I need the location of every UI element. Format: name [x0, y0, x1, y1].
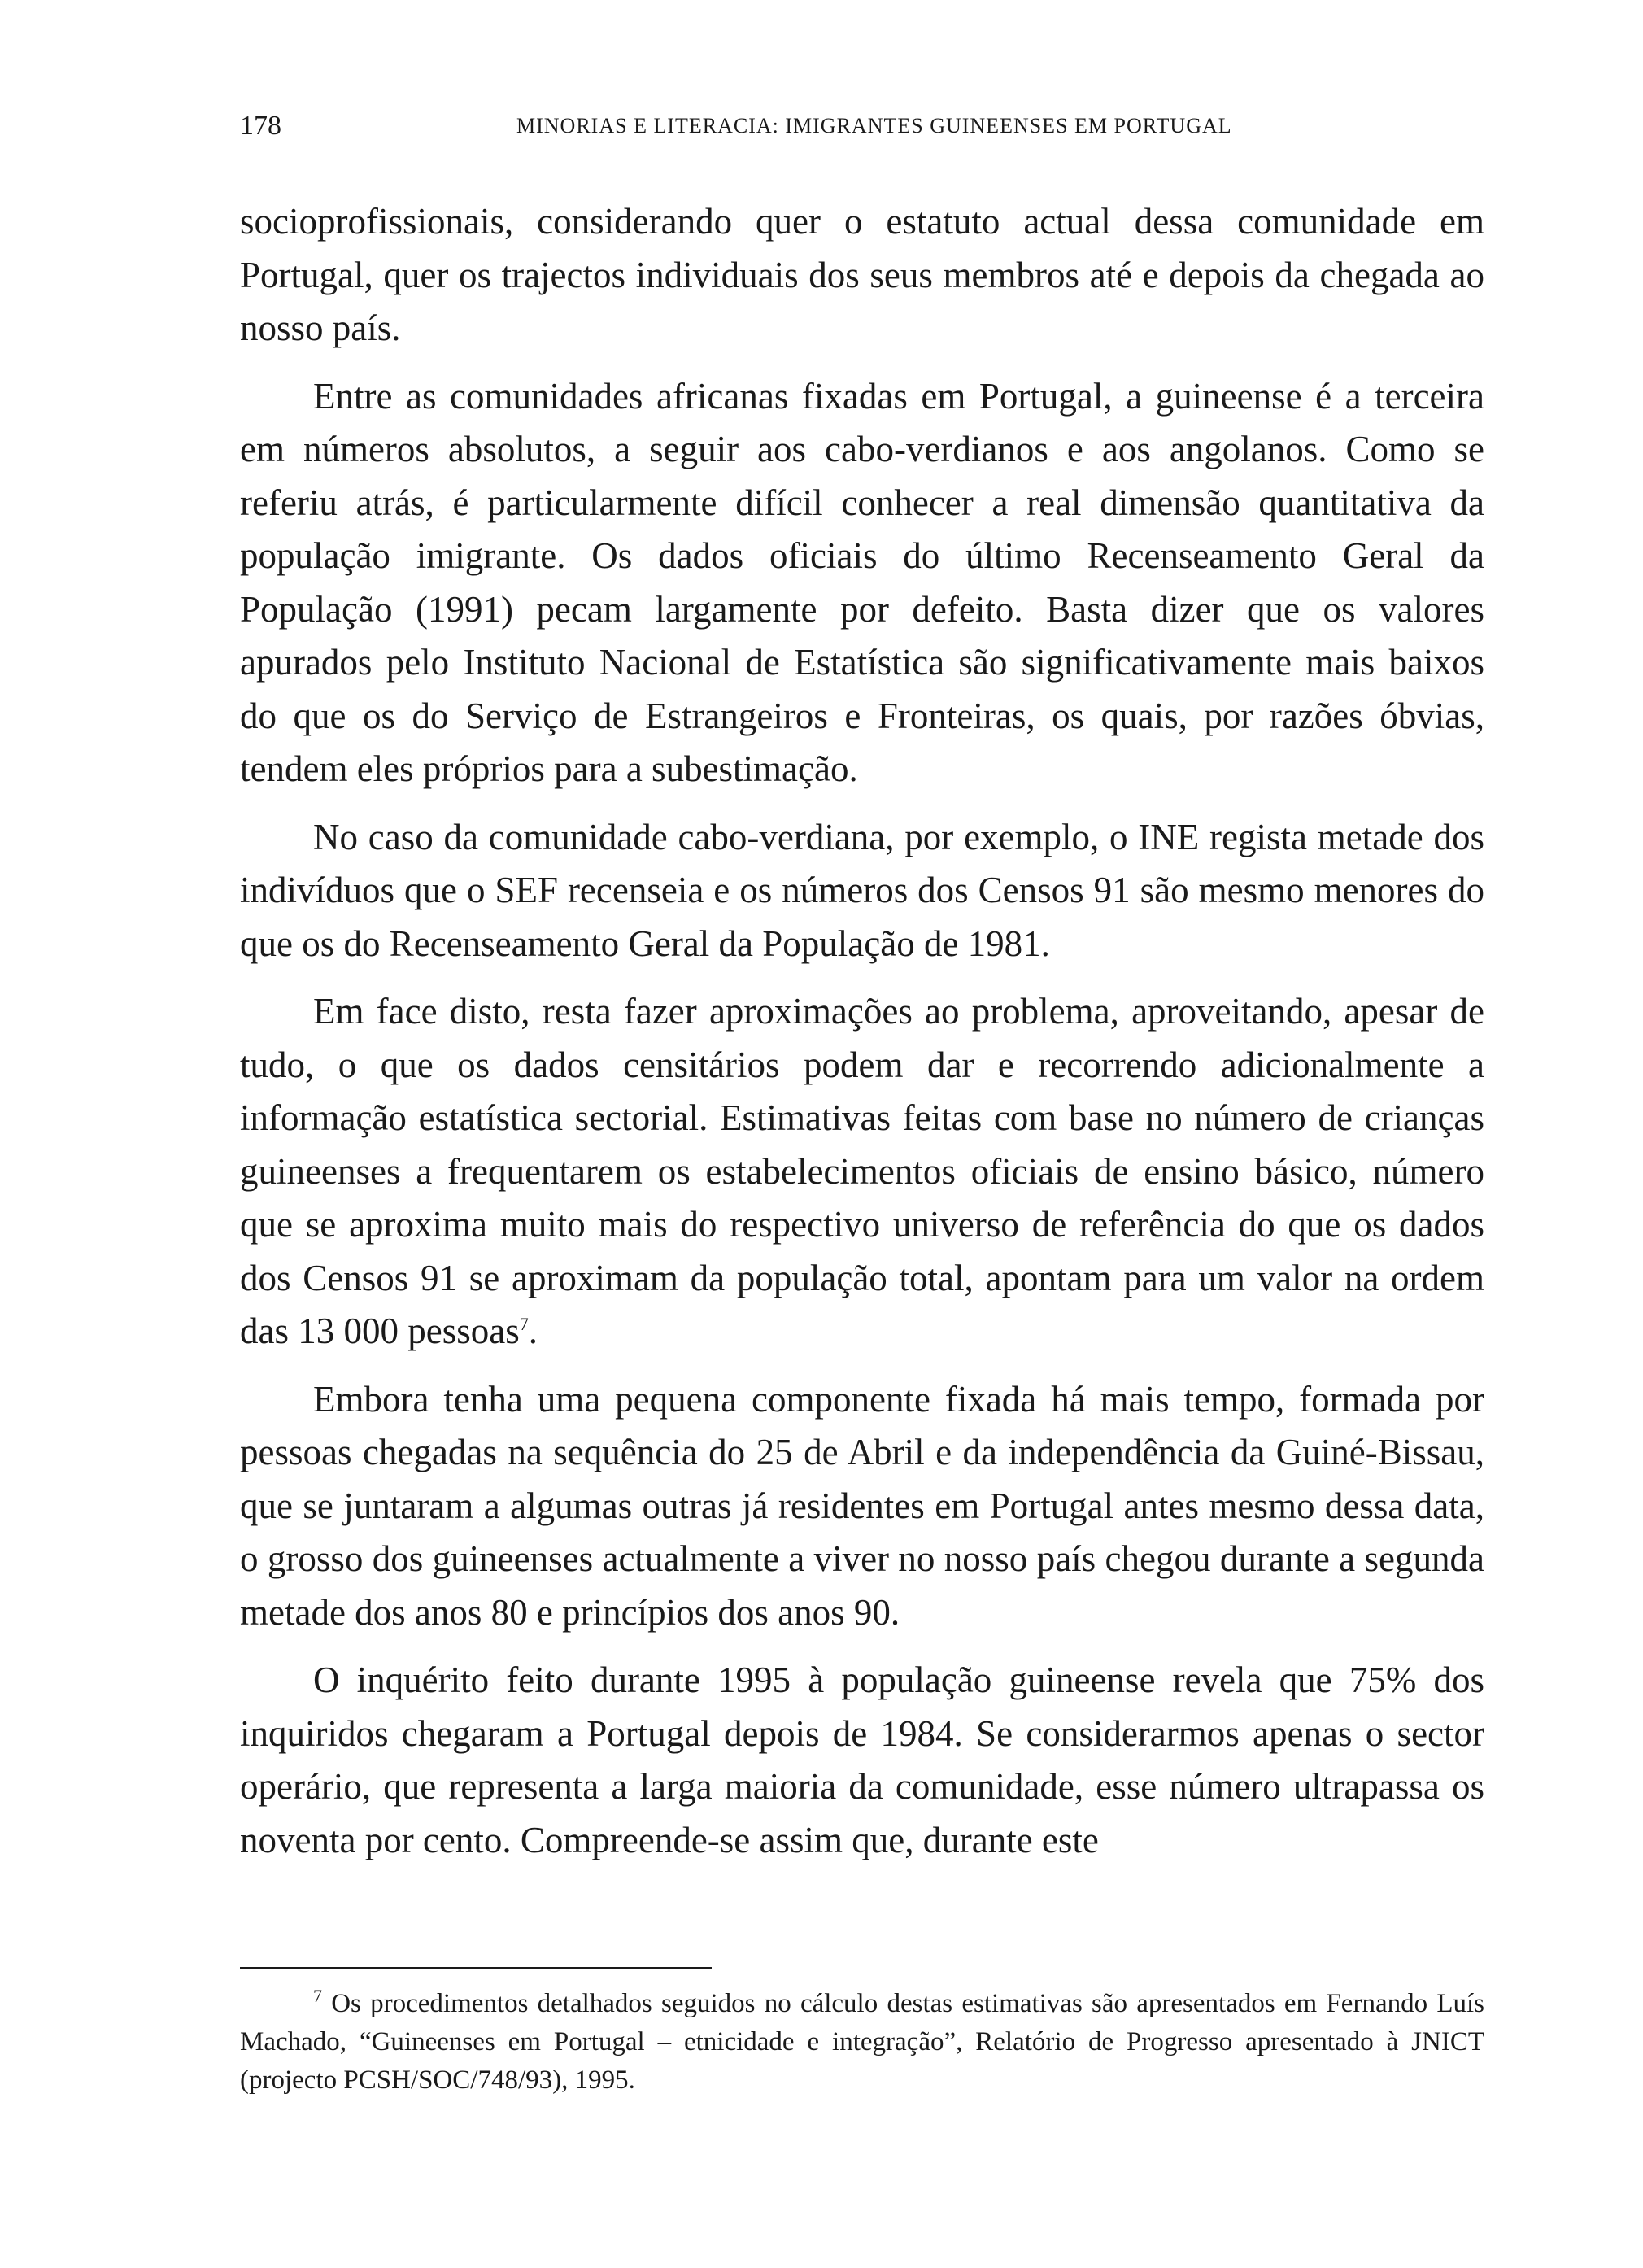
footnotes	[240, 1985, 1484, 2100]
paragraph: O inquérito feito durante 1995 à população guineense revela que 75% dos inquiridos chegaram a Portugal depois de 1984. Se considerarmos apenas o sector operário, que representa a larga maioria da comunidade, esse número ultrapassa os noventa por cento. Compreende-se assim que, durante este	[240, 1660, 1484, 1860]
paragraph: No caso da comunidade cabo-verdiana, por exemplo, o INE regista metade dos indivíduos que o SEF recenseia e os números dos Censos 91 são mesmo menores do que os do Recenseamento Geral da População de 1981.	[240, 816, 1484, 964]
paragraph-with-footnote	[240, 985, 1484, 1359]
paragraph: Embora tenha uma pequena componente fixada há mais tempo, formada por pessoas chegadas na sequência do 25 de Abril e da independência da Guiné-Bissau, que se juntaram a algumas outras já residentes em Portugal antes mesmo dessa data, o grosso dos guineenses actualmente a viver no nosso país chegou durante a segunda metade dos anos 80 e princípios dos anos 90.	[240, 1378, 1484, 1633]
body-text	[240, 195, 1484, 1882]
running-header	[240, 104, 1484, 153]
page-number: 178	[240, 111, 281, 141]
paragraph-text: Em face disto, resta fazer aproximações ao problema, aproveitando, apesar de tudo, o que os dados censitários podem dar e recorrendo adicionalmente a informação estatística sectorial. Estimativas feitas com base no número de crianças guineenses a frequentarem os estabelecimentos oficiais de ensino básico, número que se aproxima muito mais do respectivo universo de referência do que os dados dos Censos 91 se aproximam da população total, apontam para um valor na ordem das 13 000 pessoas	[240, 991, 1484, 1351]
footnote-reference[interactable]: 7	[519, 1314, 529, 1334]
footnote	[240, 1985, 1484, 2100]
footnote-divider	[240, 1967, 712, 1969]
running-title: MINORIAS E LITERACIA: IMIGRANTES GUINEENSES EM PORTUGAL	[516, 114, 1232, 137]
footnote-number: 7	[313, 1986, 322, 2006]
paragraph: Entre as comunidades africanas fixadas em Portugal, a guineense é a terceira em números absolutos, a seguir aos cabo-verdianos e aos angolanos. Como se referiu atrás, é particularmente difícil conhecer a real dimensão quantitativa da população imigrante. Os dados oficiais do último Recenseamento Geral da População (1991) pecam largamente por defeito. Basta dizer que os valores apurados pelo Instituto Nacional de Estatística são significativamente mais baixos do que os do Serviço de Estrangeiros e Fronteiras, os quais, por razões óbvias, tendem eles próprios para a subestimação.	[240, 375, 1484, 789]
paragraph-end: .	[528, 1311, 538, 1351]
footnote-text: Os procedimentos detalhados seguidos no cálculo destas estimativas são apresentados em Fernando Luís Machado, “Guineenses em Portugal – etnicidade e integração”, Relatório de Progresso apresentado à JNICT (projecto PCSH/SOC/748/93), 1995.	[240, 1989, 1484, 2095]
paragraph: socioprofissionais, considerando quer o estatuto actual dessa comunidade em Portugal, quer os trajectos individuais dos seus membros até e depois da chegada ao nosso país.	[240, 201, 1484, 348]
